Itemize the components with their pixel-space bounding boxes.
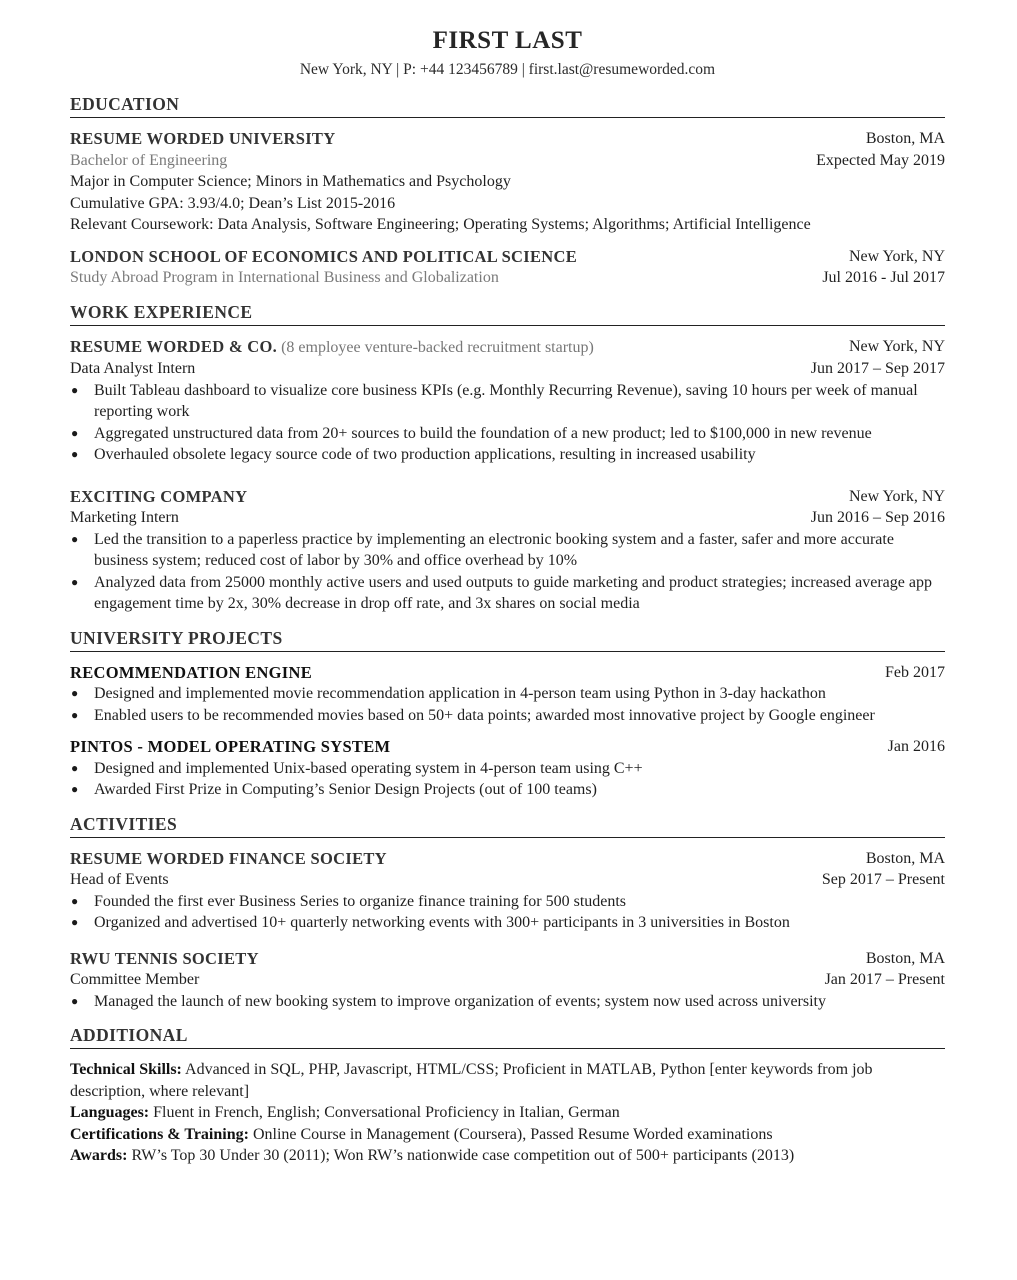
bullet-item: ● Aggregated unstructured data from 20+ sources to build the foundation of a new product; led to $100,000 in new revenue [70, 423, 945, 445]
bullet-item: ● Led the transition to a paperless practice by implementing an electronic booking system and a faster, safer and more accurate business system; reduced cost of labor by 30% and office overhead by 10% [70, 529, 945, 572]
contact-line: New York, NY | P: +44 123456789 | first.last@resumeworded.com [299, 61, 716, 78]
degree: Study Abroad Program in International Business and Globalization [70, 269, 499, 286]
activity-location: Boston, MA [865, 949, 945, 967]
candidate-name: FIRST LAST [432, 27, 583, 54]
education-detail: Relevant Coursework: Data Analysis, Software Engineering; Operating Systems; Algorithms; Artificial Intelligence [70, 216, 811, 233]
project-date: Jan 2016 [887, 738, 945, 755]
project-entry [70, 736, 945, 801]
bullet-item: ● Designed and implemented Unix-based operating system in 4-person team using C++ [70, 758, 945, 780]
additional-text: RW’s Top 30 Under 30 (2011); Won RW’s nationwide case competition out of 500+ participants (2013) [127, 1147, 795, 1164]
additional-label: Technical Skills: [70, 1061, 182, 1078]
work-entry [70, 336, 945, 466]
bullet-list [70, 529, 945, 615]
activity-org: RESUME WORDED FINANCE SOCIETY [70, 848, 387, 868]
school-name: LONDON SCHOOL OF ECONOMICS AND POLITICAL SCIENCE [70, 246, 578, 266]
bullet-item: ● Managed the launch of new booking system to improve organization of events; system now used across university [70, 991, 945, 1013]
bullet-list [70, 380, 945, 466]
school-location: New York, NY [848, 247, 945, 265]
project-name: RECOMMENDATION ENGINE [70, 662, 313, 682]
additional-label: Languages: [70, 1104, 150, 1121]
school-name: RESUME WORDED UNIVERSITY [70, 129, 336, 148]
education-date: Expected May 2019 [816, 151, 945, 169]
activity-location: Boston, MA [865, 849, 945, 867]
company-location: New York, NY [848, 487, 945, 505]
activity-entry [70, 848, 945, 934]
section-title-education: EDUCATION [70, 93, 945, 118]
project-name: PINTOS - MODEL OPERATING SYSTEM [70, 737, 391, 756]
bullet-item: ● Analyzed data from 25000 monthly active users and used outputs to guide marketing and product strategies; increased average app engagement time by 2x, 30% decrease in drop off rate, and 3x shares on social media [70, 572, 945, 615]
section-title-additional: ADDITIONAL [70, 1024, 945, 1049]
activity-date: Jan 2017 – Present [824, 971, 945, 988]
degree: Bachelor of Engineering [70, 151, 228, 169]
section-title-work: WORK EXPERIENCE [70, 301, 945, 326]
resume-page [70, 26, 945, 1167]
section-title-activities: ACTIVITIES [70, 813, 945, 838]
activity-date: Sep 2017 – Present [821, 871, 945, 888]
additional-item [70, 1145, 945, 1167]
bullet-item: ● Overhauled obsolete legacy source code of two production applications, resulting in increased usability [70, 444, 945, 466]
bullet-list [70, 991, 945, 1013]
school-location: Boston, MA [865, 130, 945, 147]
projects-section [70, 627, 945, 801]
bullet-item: ● Designed and implemented movie recommendation application in 4-person team using Python in 3-day hackathon [70, 683, 945, 705]
additional-item [70, 1102, 945, 1124]
bullet-list [70, 683, 945, 726]
education-section [70, 93, 945, 289]
bullet-list [70, 758, 945, 801]
job-title: Data Analyst Intern [70, 360, 196, 377]
education-detail: Cumulative GPA: 3.93/4.0; Dean’s List 2015-2016 [70, 194, 396, 212]
bullet-item: ● Founded the first ever Business Series to organize finance training for 500 students [70, 891, 945, 913]
bullet-list [70, 891, 945, 934]
bullet-item: ● Organized and advertised 10+ quarterly networking events with 300+ participants in 3 universities in Boston [70, 912, 945, 934]
bullet-item: ● Awarded First Prize in Computing’s Senior Design Projects (out of 100 teams) [70, 779, 945, 801]
project-entry [70, 662, 945, 727]
additional-text: Online Course in Management (Coursera), Passed Resume Worded examinations [248, 1125, 773, 1143]
job-title: Marketing Intern [70, 509, 179, 526]
company-location: New York, NY [848, 337, 945, 355]
company-name: RESUME WORDED & CO. [70, 336, 278, 356]
activity-role: Committee Member [70, 971, 200, 988]
company-line [70, 336, 594, 359]
work-entry [70, 486, 945, 615]
bullet-item: ● Enabled users to be recommended movies based on 50+ data points; awarded most innovative project by Google engineer [70, 705, 945, 727]
section-title-projects: UNIVERSITY PROJECTS [70, 627, 945, 652]
activity-role: Head of Events [70, 871, 169, 888]
activities-section [70, 813, 945, 1013]
education-detail: Major in Computer Science; Minors in Mathematics and Psychology [70, 173, 511, 190]
bullet-item: ● Built Tableau dashboard to visualize core business KPIs (e.g. Monthly Recurring Revenue), saving 10 hours per week of manual reporting work [70, 380, 945, 423]
education-entry [70, 246, 945, 289]
activity-org: RWU TENNIS SOCIETY [70, 948, 259, 968]
activity-entry [70, 948, 945, 1013]
work-section [70, 301, 945, 615]
job-date: Jun 2016 – Sep 2016 [810, 509, 945, 526]
additional-label: Certifications & Training: [70, 1125, 249, 1143]
additional-label: Awards: [70, 1147, 128, 1164]
company-name: EXCITING COMPANY [70, 486, 248, 506]
education-entry [70, 128, 945, 236]
project-date: Feb 2017 [885, 663, 945, 681]
additional-item [70, 1059, 945, 1102]
company-description: (8 employee venture-backed recruitment startup) [277, 338, 594, 356]
additional-section [70, 1024, 945, 1167]
education-date: Jul 2016 - Jul 2017 [822, 269, 945, 286]
additional-item [70, 1124, 945, 1146]
job-date: Jun 2017 – Sep 2017 [810, 360, 945, 377]
additional-text: Fluent in French, English; Conversational Proficiency in Italian, German [149, 1104, 620, 1121]
additional-text: Advanced in SQL, PHP, Javascript, HTML/CSS; Proficient in MATLAB, Python [enter keywords from job description, where relevant] [70, 1061, 873, 1100]
